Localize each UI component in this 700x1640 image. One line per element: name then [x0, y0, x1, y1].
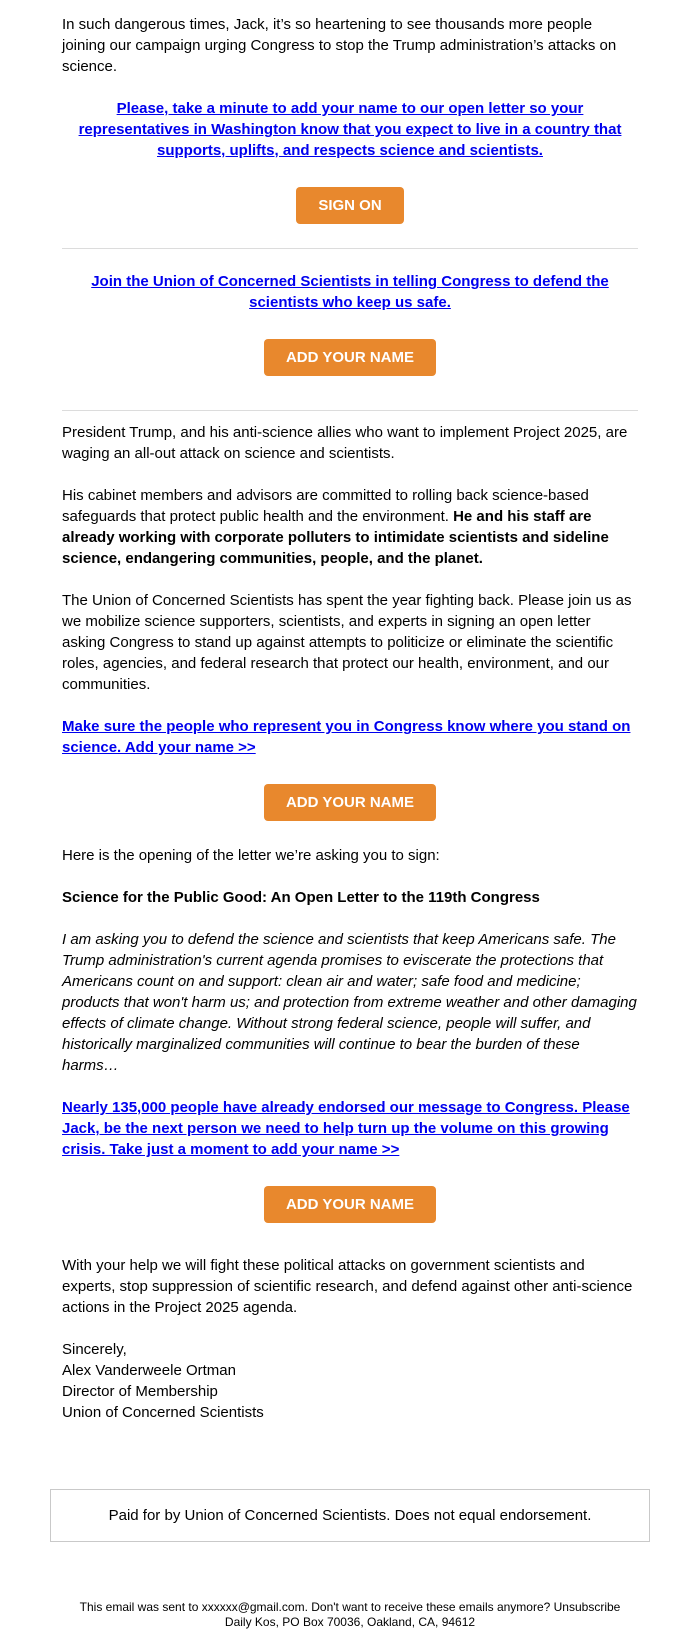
trump-paragraph: President Trump, and his anti-science allies who want to implement Project 2025, are waging an all-out attack on science and scientists. — [62, 424, 628, 462]
add-your-name-button-1[interactable]: ADD YOUR NAME — [264, 339, 436, 376]
add-your-name-button-2[interactable]: ADD YOUR NAME — [264, 784, 436, 821]
signoff-block — [62, 1339, 638, 1423]
signoff-org: Union of Concerned Scientists — [62, 1404, 264, 1421]
make-sure-link[interactable]: Make sure the people who represent you in Congress know where you stand on science. Add your name >> — [62, 718, 631, 756]
cabinet-paragraph-normal: His cabinet members and advisors are committed to rolling back science-based safeguards that protect public health and the environment. — [62, 487, 589, 525]
sign-on-button[interactable]: SIGN ON — [296, 187, 403, 224]
join-link-block — [62, 271, 638, 313]
footer-sent-to-text: This email was sent to xxxxxx@gmail.com. Don't want to receive these emails anymore? — [79, 1600, 554, 1614]
opening-paragraph: Here is the opening of the letter we’re asking you to sign: — [62, 847, 440, 864]
cabinet-paragraph — [62, 485, 638, 569]
letter-excerpt: I am asking you to defend the science and scientists that keep Americans safe. The Trump administration's current agenda promises to eviscerate the protections that Americans count on and support: clean air and water; safe food and medicine; products that won't harm us; and protection from extreme weather and other damaging effects of climate change. Without strong federal science, people will suffer, and historically marginalized communities will continue to bear the burden of these harms… — [62, 931, 637, 1074]
paid-for-box: Paid for by Union of Concerned Scientists. Does not equal endorsement. — [50, 1489, 650, 1542]
signoff-name: Alex Vanderweele Ortman — [62, 1362, 236, 1379]
intro-paragraph: In such dangerous times, Jack, it’s so heartening to see thousands more people joining our campaign urging Congress to stop the Trump administration’s attacks on science. — [62, 16, 617, 75]
signoff-sincerely: Sincerely, — [62, 1341, 127, 1358]
add-your-name-button-3[interactable]: ADD YOUR NAME — [264, 1186, 436, 1223]
with-help-paragraph: With your help we will fight these political attacks on government scientists and experts, stop suppression of scientific research, and defend against other anti-science actions in the Project 2025 agenda. — [62, 1257, 633, 1316]
unsubscribe-link[interactable]: Unsubscribe — [553, 1600, 621, 1614]
nearly-135000-link[interactable]: Nearly 135,000 people have already endorsed our message to Congress. Please Jack, be the next person we need to help turn up the volume on this growing crisis. Take just a moment to add your name >> — [62, 1099, 630, 1158]
footer-line-1 — [0, 1600, 700, 1615]
email-footer — [0, 1600, 700, 1640]
open-letter-link-block — [62, 98, 638, 161]
nearly-link-block — [62, 1097, 638, 1160]
make-sure-link-block — [62, 716, 638, 758]
signoff-title: Director of Membership — [62, 1383, 218, 1400]
letter-heading: Science for the Public Good: An Open Letter to the 119th Congress — [62, 889, 540, 906]
add-name-button-row-3 — [62, 1186, 638, 1223]
add-name-button-row-1 — [62, 339, 638, 376]
cabinet-paragraph-bold: He and his staff are already working with corporate polluters to intimidate scientists and sideline science, endangering communities, people, and the planet. — [62, 508, 609, 567]
open-letter-link[interactable]: Please, take a minute to add your name to our open letter so your representatives in Washington know that you expect to live in a country that supports, uplifts, and respects science and scientists. — [78, 100, 622, 159]
footer-line-2: Daily Kos, PO Box 70036, Oakland, CA, 94612 — [224, 1615, 476, 1629]
sign-on-button-row — [62, 187, 638, 224]
divider-2 — [62, 410, 638, 411]
join-ucs-link[interactable]: Join the Union of Concerned Scientists in telling Congress to defend the scientists who keep us safe. — [91, 273, 609, 311]
add-name-button-row-2 — [62, 784, 638, 821]
divider-1 — [62, 248, 638, 249]
ucs-paragraph: The Union of Concerned Scientists has spent the year fighting back. Please join us as we mobilize science supporters, scientists, and experts in signing an open letter asking Congress to stand up against attempts to politicize or eliminate the scientific roles, agencies, and federal research that protect our health, environment, and our communities. — [62, 592, 632, 693]
